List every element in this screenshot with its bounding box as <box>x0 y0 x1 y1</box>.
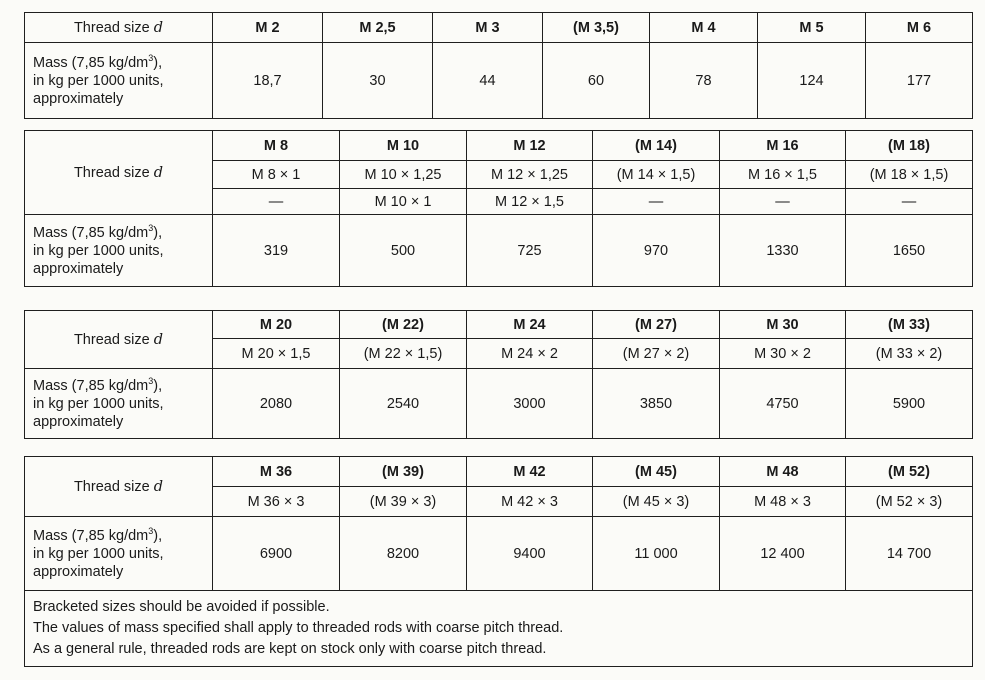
note-line: As a general rule, threaded rods are kept on stock only with coarse pitch thread. <box>33 641 547 657</box>
thread-size-cell: M 36 <box>213 457 340 487</box>
fine-pitch-cell: M 10 × 1 <box>340 189 467 215</box>
thread-size-cell: M 2,5 <box>323 13 433 43</box>
fine-pitch-cell: (M 14 × 1,5) <box>593 161 720 189</box>
mass-value: 319 <box>213 215 340 287</box>
notes-block <box>25 591 973 667</box>
note-line: Bracketed sizes should be avoided if possible. <box>33 599 330 615</box>
mass-value: 970 <box>593 215 720 287</box>
mass-label: Mass (7,85 $kg/dm^3$), in kg per 1000 units, approximately <box>25 43 213 119</box>
thread-size-cell: (M 18) <box>846 131 973 161</box>
mass-value: 2540 <box>340 369 467 439</box>
fine-pitch-cell: M 20 × 1,5 <box>213 339 340 369</box>
mass-value: 3000 <box>467 369 593 439</box>
fine-pitch-cell: — <box>593 189 720 215</box>
fine-pitch-cell: M 30 × 2 <box>720 339 846 369</box>
fine-pitch-cell: — <box>720 189 846 215</box>
fine-pitch-cell: — <box>846 189 973 215</box>
thread-size-cell: M 24 <box>467 311 593 339</box>
mass-value: 1330 <box>720 215 846 287</box>
thread-size-label: Thread size d <box>25 13 213 43</box>
mass-label: Mass (7,85 $kg/dm^3$), in kg per 1000 units, approximately <box>25 215 213 287</box>
mass-value: 3850 <box>593 369 720 439</box>
thread-size-cell: M 12 <box>467 131 593 161</box>
thread-size-cell: M 3 <box>433 13 543 43</box>
thread-size-cell: (M 39) <box>340 457 467 487</box>
fine-pitch-cell: (M 52 × 3) <box>846 487 973 517</box>
note-line: The values of mass specified shall apply to threaded rods with coarse pitch thread. <box>33 620 564 636</box>
fine-pitch-cell: M 10 × 1,25 <box>340 161 467 189</box>
fine-pitch-cell: — <box>213 189 340 215</box>
mass-value: 725 <box>467 215 593 287</box>
fine-pitch-cell: (M 27 × 2) <box>593 339 720 369</box>
mass-value: 177 <box>866 43 973 119</box>
mass-value: 6900 <box>213 517 340 591</box>
fine-pitch-cell: M 12 × 1,25 <box>467 161 593 189</box>
thread-size-cell: (M 27) <box>593 311 720 339</box>
mass-value: 78 <box>650 43 758 119</box>
thread-size-cell: (M 52) <box>846 457 973 487</box>
mass-value: 44 <box>433 43 543 119</box>
mass-value: 12 400 <box>720 517 846 591</box>
thread-size-label: Thread size d <box>25 457 213 517</box>
thread-size-cell: M 5 <box>758 13 866 43</box>
mass-value: 9400 <box>467 517 593 591</box>
thread-size-cell: (M 3,5) <box>543 13 650 43</box>
mass-table-1 <box>24 12 973 119</box>
mass-value: 1650 <box>846 215 973 287</box>
fine-pitch-cell: (M 39 × 3) <box>340 487 467 517</box>
mass-label: Mass (7,85 $kg/dm^3$), in kg per 1000 units, approximately <box>25 369 213 439</box>
fine-pitch-cell: M 12 × 1,5 <box>467 189 593 215</box>
fine-pitch-cell: (M 18 × 1,5) <box>846 161 973 189</box>
mass-value: 30 <box>323 43 433 119</box>
thread-size-cell: (M 14) <box>593 131 720 161</box>
mass-value: 500 <box>340 215 467 287</box>
mass-value: 14 700 <box>846 517 973 591</box>
mass-value: 124 <box>758 43 866 119</box>
thread-size-label: Thread size d <box>25 131 213 215</box>
thread-size-cell: (M 45) <box>593 457 720 487</box>
mass-table-2 <box>24 130 973 287</box>
mass-value: 8200 <box>340 517 467 591</box>
fine-pitch-cell: (M 33 × 2) <box>846 339 973 369</box>
mass-value: 11 000 <box>593 517 720 591</box>
fine-pitch-cell: M 42 × 3 <box>467 487 593 517</box>
mass-value: 60 <box>543 43 650 119</box>
thread-size-cell: (M 33) <box>846 311 973 339</box>
thread-size-cell: M 6 <box>866 13 973 43</box>
fine-pitch-cell: M 48 × 3 <box>720 487 846 517</box>
fine-pitch-cell: M 24 × 2 <box>467 339 593 369</box>
mass-label: Mass (7,85 $kg/dm^3$), in kg per 1000 units, approximately <box>25 517 213 591</box>
fine-pitch-cell: M 36 × 3 <box>213 487 340 517</box>
fine-pitch-cell: (M 45 × 3) <box>593 487 720 517</box>
thread-size-cell: M 8 <box>213 131 340 161</box>
mass-value: 2080 <box>213 369 340 439</box>
mass-value: 5900 <box>846 369 973 439</box>
fine-pitch-cell: M 8 × 1 <box>213 161 340 189</box>
mass-value: 4750 <box>720 369 846 439</box>
fine-pitch-cell: (M 22 × 1,5) <box>340 339 467 369</box>
thread-size-label: Thread size d <box>25 311 213 369</box>
thread-size-cell: M 30 <box>720 311 846 339</box>
thread-size-cell: (M 22) <box>340 311 467 339</box>
thread-size-cell: M 20 <box>213 311 340 339</box>
fine-pitch-cell: M 16 × 1,5 <box>720 161 846 189</box>
thread-size-cell: M 42 <box>467 457 593 487</box>
thread-size-cell: M 4 <box>650 13 758 43</box>
thread-size-cell: M 10 <box>340 131 467 161</box>
thread-size-cell: M 2 <box>213 13 323 43</box>
mass-value: 18,7 <box>213 43 323 119</box>
thread-size-cell: M 16 <box>720 131 846 161</box>
thread-size-cell: M 48 <box>720 457 846 487</box>
mass-table-3 <box>24 310 973 439</box>
mass-table-4 <box>24 456 973 667</box>
